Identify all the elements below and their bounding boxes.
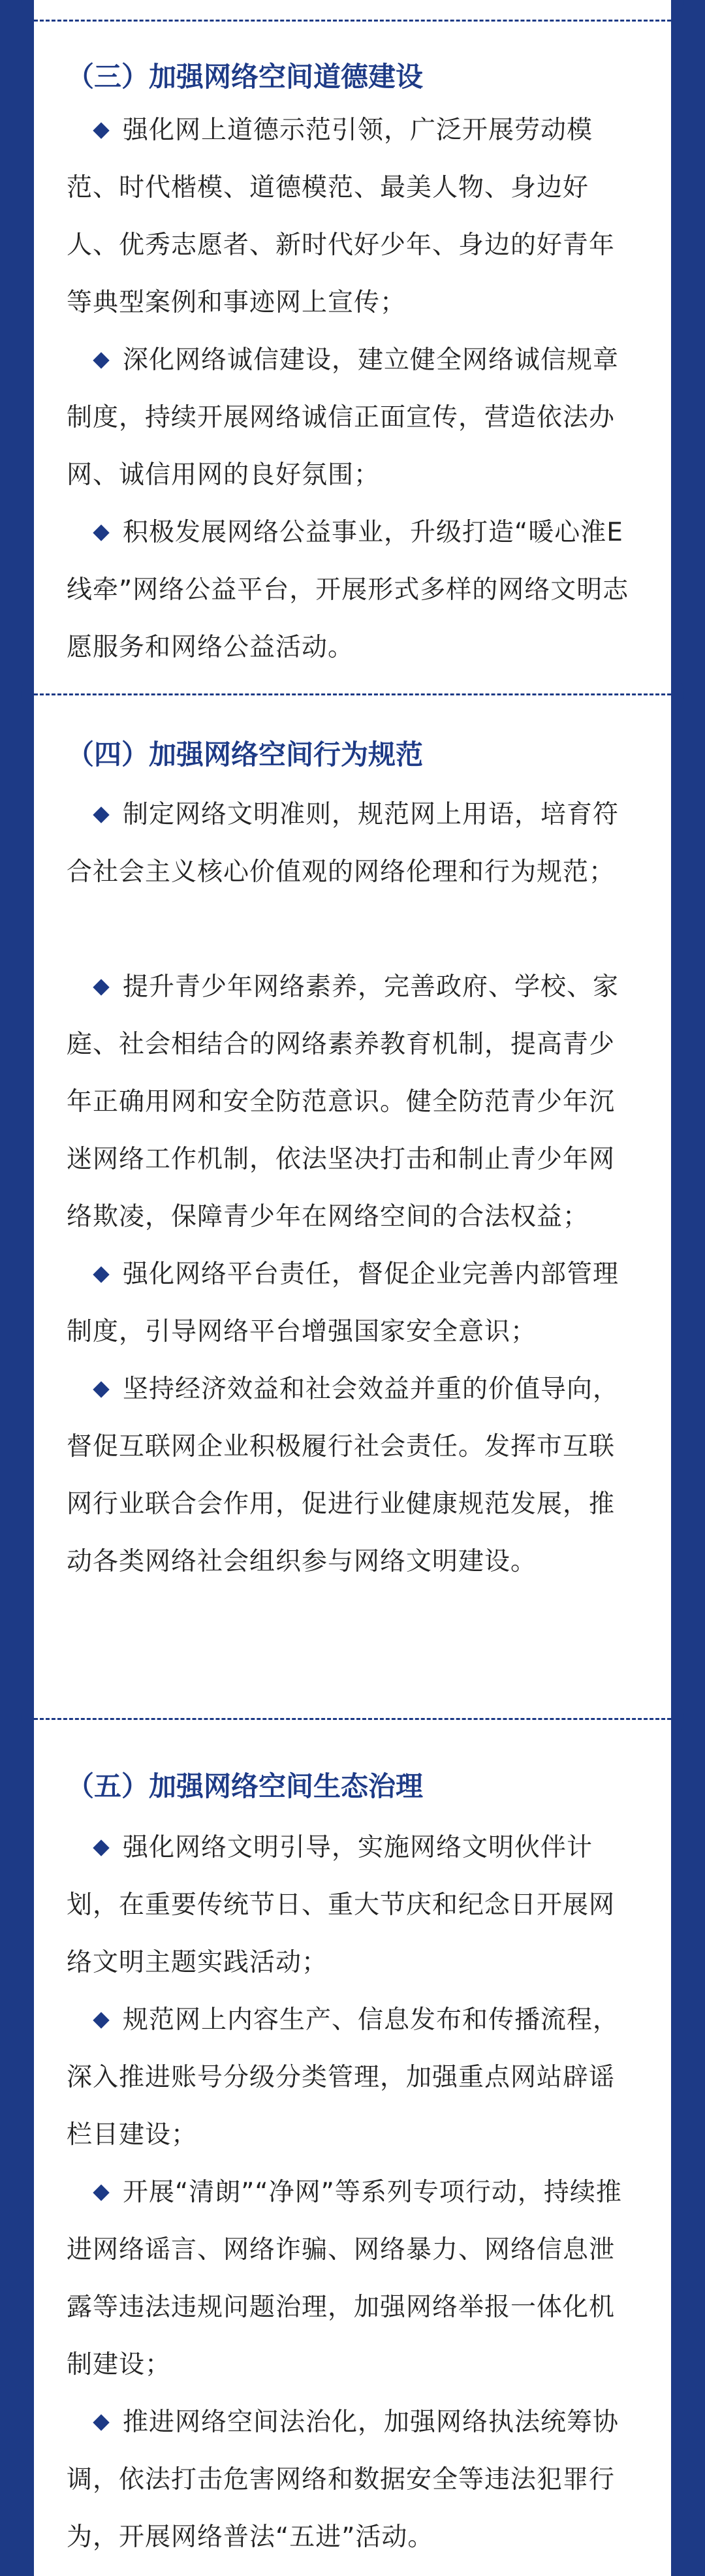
paragraph: 坚持经济效益和社会效益并重的价值导向，督促互联网企业积极履行社会责任。发挥市互联网行业联合会作用，促进行业健康规范发展，推动各类网络社会组织参与网络文明建设。	[67, 1375, 619, 1576]
paragraph: 规范网上内容生产、信息发布和传播流程，深入推进账号分级分类管理，加强重点网站辟谣栏目建设；	[67, 2005, 619, 2150]
paragraph: 积极发展网络公益事业，升级打造“暖心淮E线牵”网络公益平台，开展形式多样的网络文明志愿服务和网络公益活动。	[67, 518, 629, 662]
paragraph: 深化网络诚信建设，建立健全网络诚信规章制度，持续开展网络诚信正面宣传，营造依法办网、诚信用网的良好氛围；	[67, 345, 619, 490]
diamond-bullet-icon	[93, 1266, 109, 1282]
paragraph: 强化网上道德示范引领，广泛开展劳动模范、时代楷模、道德模范、最美人物、身边好人、优秀志愿者、新时代好少年、身边的好青年等典型案例和事迹网上宣传；	[67, 116, 616, 317]
diamond-bullet-icon	[93, 524, 109, 541]
diamond-bullet-icon	[93, 1381, 109, 1397]
paragraph: 强化网络平台责任，督促企业完善内部管理制度，引导网络平台增强国家安全意识；	[67, 1260, 619, 1346]
paragraph: 提升青少年网络素养，完善政府、学校、家庭、社会相结合的网络素养教育机制，提高青少年正确用网和安全防范意识。健全防范青少年沉迷网络工作机制，依法坚决打击和制止青少年网络欺凌，保障青少年在网络空间的合法权益；	[67, 972, 619, 1232]
section-heading: （四）加强网络空间行为规范	[67, 739, 424, 771]
diamond-bullet-icon	[93, 1839, 109, 1856]
diamond-bullet-icon	[93, 979, 109, 995]
paragraph: 制定网络文明准则，规范网上用语，培育符合社会主义核心价值观的网络伦理和行为规范；	[67, 800, 619, 887]
diamond-bullet-icon	[93, 122, 109, 138]
diamond-bullet-icon	[93, 2012, 109, 2028]
content-panel	[34, 0, 671, 2576]
diamond-bullet-icon	[93, 2184, 109, 2201]
paragraph: 强化网络文明引导，实施网络文明伙伴计划，在重要传统节日、重大节庆和纪念日开展网络文明主题实践活动；	[67, 1833, 616, 1977]
paragraph: 开展“清朗”“净网”等系列专项行动，持续推进网络谣言、网络诈骗、网络暴力、网络信息泄露等违法违规问题治理，加强网络举报一体化机制建设；	[67, 2178, 622, 2379]
section-divider	[34, 693, 671, 695]
section-heading: （五）加强网络空间生态治理	[67, 1770, 424, 1802]
diamond-bullet-icon	[93, 352, 109, 368]
section-divider	[34, 20, 671, 22]
section-heading: （三）加强网络空间道德建设	[67, 61, 424, 93]
paragraph: 推进网络空间法治化，加强网络执法统筹协调，依法打击危害网络和数据安全等违法犯罪行为，开展网络普法“五进”活动。	[67, 2408, 619, 2552]
diamond-bullet-icon	[93, 2414, 109, 2430]
diamond-bullet-icon	[93, 806, 109, 823]
section-divider	[34, 1718, 671, 1720]
